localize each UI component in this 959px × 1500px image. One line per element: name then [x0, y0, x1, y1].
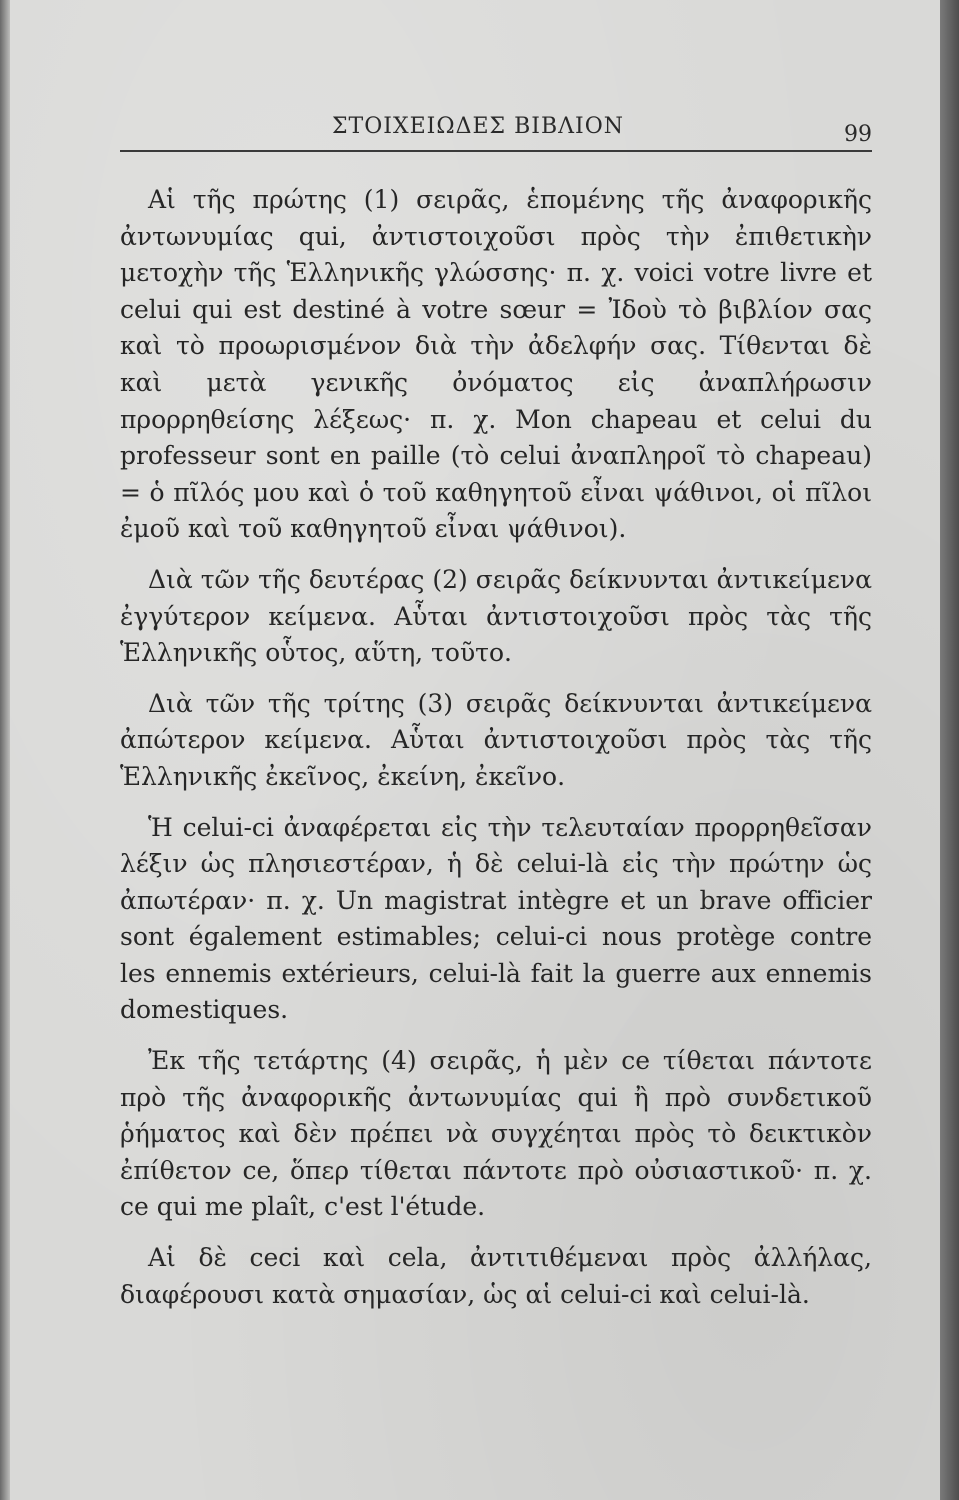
- paragraph-ceci-cela: Αἱ δὲ ceci καὶ cela, ἀντιτιθέμεναι πρὸς ἀλλήλας, διαφέρουσι κατὰ σημασίαν, ὡς αἱ celui-ci καὶ celui-là.: [120, 1243, 872, 1309]
- page-title: ΣΤΟΙΧΕΙΩΔΕΣ ΒΙΒΛΙΟΝ: [332, 114, 624, 139]
- header-divider: [120, 150, 872, 152]
- paragraph-first-series: Αἱ τῆς πρώτης (1) σειρᾶς, ἑπομένης τῆς ἀναφορικῆς ἀντωνυμίας qui, ἀντιστοιχοῦσι πρὸς τὴν ἐπιθετικὴν μετοχὴν τῆς Ἑλληνικῆς γλώσσης· π. χ. voici votre livre et celui qui est destiné à votre sœur = Ἰδοὺ τὸ βιβλίον σας καὶ τὸ προωρισμένον διὰ τὴν ἀδελφήν σας. Τίθενται δὲ καὶ μετὰ γενικῆς ὀνόματος εἰς ἀναπλήρωσιν προρρηθείσης λέξεως· π. χ. Mon chapeau et celui du professeur sont en paille (τὸ celui ἀναπληροῖ τὸ chapeau) = ὁ πῖλός μου καὶ ὁ τοῦ καθηγητοῦ εἶναι ψάθινοι, οἱ πῖλοι ἐμοῦ καὶ τοῦ καθηγητοῦ εἶναι ψάθινοι).: [120, 185, 872, 544]
- paragraph-fourth-series: Ἐκ τῆς τετάρτης (4) σειρᾶς, ἡ μὲν ce τίθεται πάντοτε πρὸ τῆς ἀναφορικῆς ἀντωνυμίας qui ἢ πρὸ συνδετικοῦ ῥήματος καὶ δὲν πρέπει νὰ συγχέηται πρὸς τὸ δεικτικὸν ἐπίθετον ce, ὅπερ τίθεται πάντοτε πρὸ οὐσιαστικοῦ· π. χ. ce qui me plaît, c'est l'étude.: [120, 1046, 872, 1222]
- paragraph-celui-ci-celui-la: Ἡ celui-ci ἀναφέρεται εἰς τὴν τελευταίαν προρρηθεῖσαν λέξιν ὡς πλησιεστέραν, ἡ δὲ celui-là εἰς τὴν πρώτην ὡς ἀπωτέραν· π. χ. Un magistrat intègre et un brave officier sont également estimables; celui-ci nous protège contre les ennemis extérieurs, celui-là fait la guerre aux ennemis domestiques.: [120, 812, 872, 1025]
- running-head: [120, 114, 872, 150]
- book-edge-shadow: [940, 0, 959, 1500]
- page-number: 99: [844, 122, 872, 147]
- page-spine-shadow: [0, 0, 10, 1500]
- paragraph-third-series: Διὰ τῶν τῆς τρίτης (3) σειρᾶς δείκνυνται ἀντικείμενα ἀπώτερον κείμενα. Αὗται ἀντιστοιχοῦσι πρὸς τὰς τῆς Ἑλληνικῆς ἐκεῖνος, ἐκείνη, ἐκεῖνο.: [120, 688, 872, 791]
- paragraph-second-series: Διὰ τῶν τῆς δευτέρας (2) σειρᾶς δείκνυνται ἀντικείμενα ἐγγύτερον κείμενα. Αὗται ἀντιστοιχοῦσι πρὸς τὰς τῆς Ἑλληνικῆς οὗτος, αὕτη, τοῦτο.: [120, 564, 872, 668]
- body-text: [120, 182, 872, 1327]
